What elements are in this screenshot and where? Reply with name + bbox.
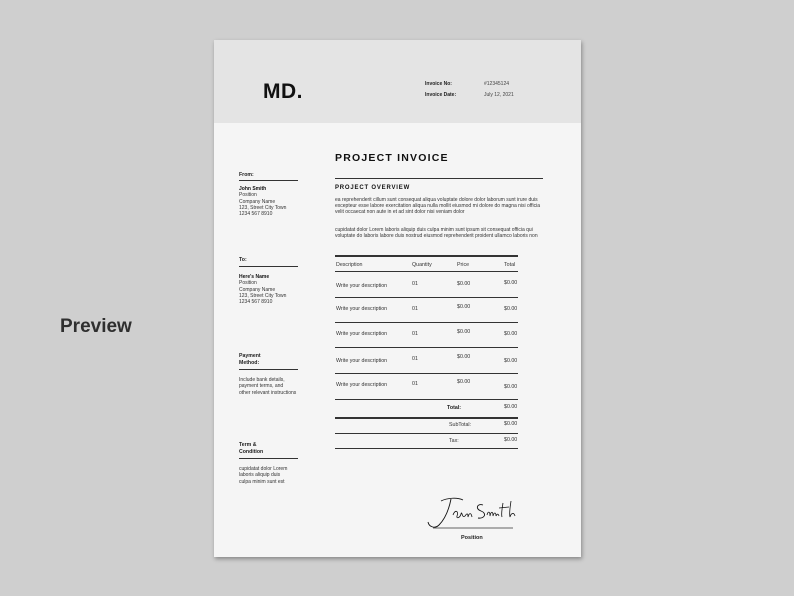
row-3-description: Write your description: [336, 331, 388, 337]
to-name: Here's Name: [239, 274, 270, 280]
invoice-page: [214, 40, 581, 557]
invoice-date-value: July 12, 2021: [484, 92, 514, 98]
row-2-rule: [335, 322, 518, 323]
to-address: 123, Street City Town: [239, 292, 287, 299]
terms-label: [239, 442, 263, 455]
header-total: Total: [504, 262, 516, 268]
overview-paragraph-1: ea reprehenderit cillum sunt consequat aliqua voluptate dolore dolor laborum sunt irure duis excepteur esse labore exercitation aliqua nulla mollit eiusmod mi dolore do magna nisi officia velit occaecat non aute in et ad sint dolor nisi veniam dolor: [335, 197, 541, 216]
header-quantity: Quantity: [412, 262, 432, 268]
row-4-total: $0.00: [504, 358, 518, 364]
from-company: Company Name: [239, 198, 276, 205]
header-description: Description: [336, 262, 363, 268]
row-1-rule: [335, 297, 518, 298]
from-phone: 1234 567 8910: [239, 211, 273, 218]
row-1-quantity: 01: [412, 281, 418, 287]
subtotal-label: SubTotal:: [449, 422, 472, 428]
payment-text-line2: payment terms, and: [239, 383, 284, 390]
signature-position: Position: [461, 535, 483, 541]
preview-label: Preview: [60, 316, 132, 337]
terms-text-line3: culpa minim sunt est: [239, 478, 285, 485]
invoice-title: PROJECT INVOICE: [335, 152, 449, 164]
row-3-rule: [335, 347, 518, 348]
row-5-price: $0.00: [457, 379, 471, 385]
from-address: 123, Street City Town: [239, 204, 287, 211]
row-2-total: $0.00: [504, 306, 518, 312]
to-divider: [239, 266, 298, 267]
row-4-price: $0.00: [457, 354, 471, 360]
header-rule: [335, 271, 518, 272]
payment-text-line1: Include bank details,: [239, 377, 285, 383]
terms-label-line2: Condition: [239, 448, 264, 455]
row-3-price: $0.00: [457, 329, 471, 335]
tax-rule: [335, 448, 518, 449]
terms-text-line1: cupidatat dolor Lorem: [239, 466, 288, 472]
from-divider: [239, 180, 298, 181]
payment-divider: [239, 369, 298, 370]
row-1-description: Write your description: [336, 283, 388, 289]
payment-text-line3: other relevant instructions: [239, 389, 297, 396]
terms-divider: [239, 458, 298, 459]
from-details: [239, 186, 286, 217]
signature-image: [423, 495, 523, 531]
payment-label-line2: Method:: [239, 359, 260, 366]
overview-title: PROJECT OVERVIEW: [335, 185, 411, 191]
row-4-rule: [335, 373, 518, 374]
company-logo: MD.: [263, 80, 303, 103]
to-phone: 1234 567 8910: [239, 299, 273, 306]
terms-text-line2: laboris aliquip duis: [239, 472, 281, 479]
subtotal-rule: [335, 433, 518, 434]
row-2-description: Write your description: [336, 306, 388, 312]
invoice-no-value: #12345124: [484, 81, 510, 87]
total-label: Total:: [447, 405, 462, 411]
tax-label: Tax:: [449, 438, 459, 444]
total-value: $0.00: [504, 404, 518, 410]
row-5-rule: [335, 399, 518, 400]
invoice-date-label: Invoice Date:: [425, 92, 457, 98]
overview-paragraph-2: cupidatat dolor Lorem laboris aliquip duis culpa minim sunt ipsum sit consequat officia qui voluptate do laboris labore duis nostrud eiusmod reprehenderit proident ullamco laboris non: [335, 227, 538, 240]
from-name: John Smith: [239, 186, 267, 192]
row-1-price: $0.00: [457, 281, 471, 287]
total-rule: [335, 417, 518, 419]
row-3-quantity: 01: [412, 331, 418, 337]
from-label: From:: [239, 172, 254, 178]
payment-label-line1: Payment: [239, 353, 261, 359]
payment-label: [239, 353, 261, 366]
row-5-description: Write your description: [336, 382, 388, 388]
header-price: Price: [457, 262, 470, 268]
from-position: Position: [239, 192, 257, 199]
row-4-description: Write your description: [336, 358, 388, 364]
row-5-total: $0.00: [504, 384, 518, 390]
table-top-rule: [335, 255, 518, 257]
invoice-no-label: Invoice No:: [425, 81, 452, 87]
row-1-total: $0.00: [504, 280, 518, 286]
invoice-header: [214, 40, 581, 123]
row-4-quantity: 01: [412, 356, 418, 362]
to-position: Position: [239, 280, 257, 287]
subtotal-value: $0.00: [504, 421, 518, 427]
to-label: To:: [239, 257, 247, 263]
title-divider: [335, 178, 543, 179]
to-details: [239, 274, 286, 305]
terms-label-line1: Term &: [239, 442, 257, 448]
row-5-quantity: 01: [412, 381, 418, 387]
payment-details: [239, 377, 296, 396]
to-company: Company Name: [239, 286, 276, 293]
row-2-price: $0.00: [457, 304, 471, 310]
terms-details: [239, 466, 287, 485]
tax-value: $0.00: [504, 437, 518, 443]
row-2-quantity: 01: [412, 306, 418, 312]
row-3-total: $0.00: [504, 331, 518, 337]
